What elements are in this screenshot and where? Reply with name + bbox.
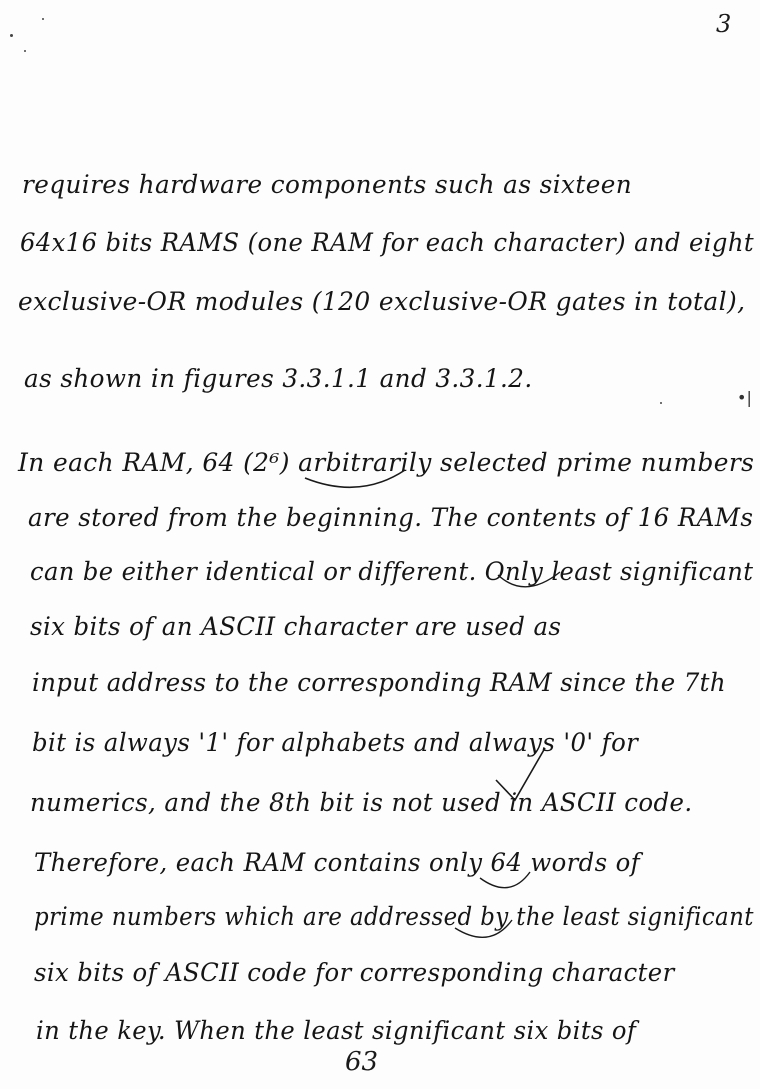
- text-line-14: six bits of ASCII code for corresponding character: [34, 958, 675, 987]
- page-number-bottom: 63: [345, 1047, 379, 1077]
- text-line-6: are stored from the beginning. The contents of 16 RAMs: [28, 503, 754, 532]
- scan-speck: [24, 50, 26, 52]
- text-line-4: as shown in figures 3.3.1.1 and 3.3.1.2.: [24, 364, 533, 393]
- page-number-top: 3: [716, 10, 732, 38]
- scan-speck: [10, 34, 13, 37]
- text-line-9: input address to the corresponding RAM since the 7th: [32, 668, 726, 697]
- scan-speck: [660, 402, 662, 404]
- text-line-1: requires hardware components such as sixteen: [22, 170, 633, 199]
- text-line-13: prime numbers which are addressed by the least significant: [34, 902, 754, 931]
- text-line-5: In each RAM, 64 (2⁶) arbitrarily selected prime numbers: [18, 448, 755, 477]
- text-line-3: exclusive-OR modules (120 exclusive-OR gates in total),: [18, 287, 746, 316]
- text-line-11: numerics, and the 8th bit is not used in ASCII code.: [30, 788, 693, 817]
- text-line-2: 64x16 bits RAMS (one RAM for each character) and eight: [20, 228, 755, 257]
- text-line-10: bit is always '1' for alphabets and always '0' for: [32, 728, 639, 757]
- text-line-15: in the key. When the least significant six bits of: [36, 1016, 637, 1045]
- text-line-7: can be either identical or different. Only least significant: [30, 557, 754, 586]
- margin-mark: •|: [737, 388, 752, 407]
- scan-speck: [42, 18, 44, 20]
- text-line-8: six bits of an ASCII character are used as: [30, 612, 562, 641]
- text-line-12: Therefore, each RAM contains only 64 words of: [34, 848, 641, 877]
